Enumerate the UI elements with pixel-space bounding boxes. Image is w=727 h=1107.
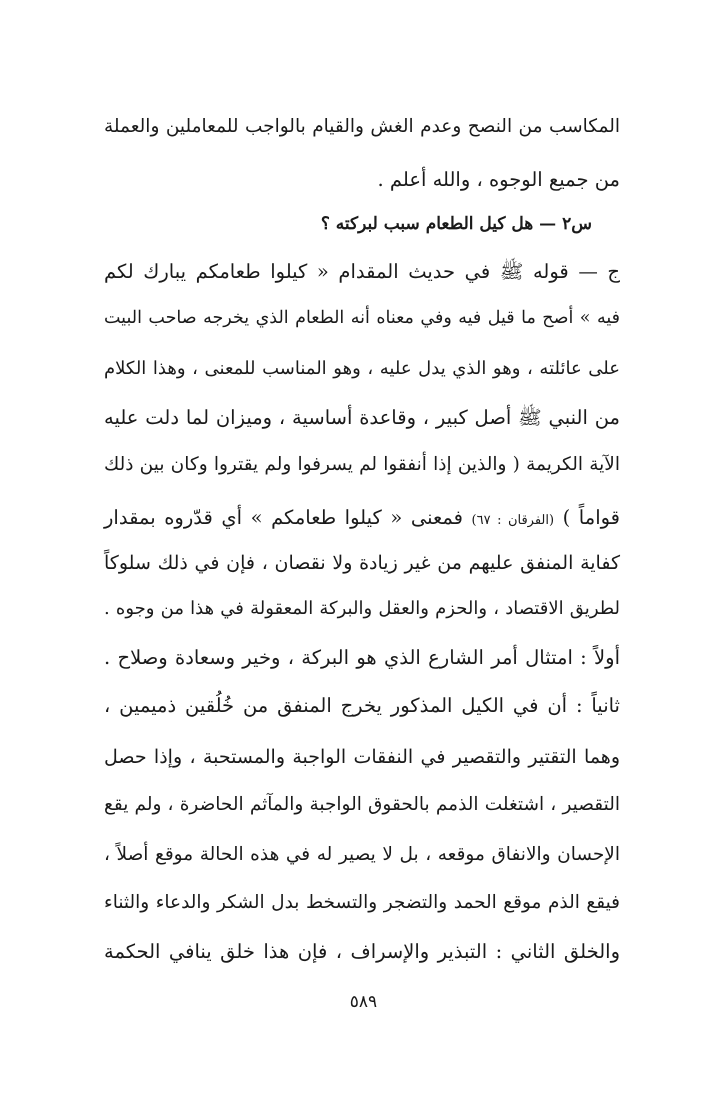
text-line: فيقع الذم موقع الحمد والتضجر والتسخط بدل الشكر والدعاء والثناء	[104, 892, 620, 913]
text-line: الآية الكريمة ( والذين إذا أنفقوا لم يسرفوا ولم يقتروا وكان بين ذلك	[104, 454, 620, 475]
text-line: ج — قوله ﷺ في حديث المقدام « كيلوا طعامكم يبارك لكم	[104, 260, 620, 283]
text-line: وهما التقتير والتقصير في النفقات الواجبة والمستحبة ، وإذا حصل	[104, 746, 620, 768]
verse-explanation: فمعنى « كيلوا طعامكم » أي قدّروه بمقدار	[104, 506, 463, 529]
quran-citation: (الفرقان : ٦٧)	[471, 513, 555, 528]
question-heading: س٢ — هل كيل الطعام سبب لبركته ؟	[320, 214, 592, 234]
text-line: التقصير ، اشتغلت الذمم بالحقوق الواجبة والمآثم الحاضرة ، ولم يقع	[104, 794, 620, 815]
text-line: المكاسب من النصح وعدم الغش والقيام بالواجب للمعاملين والعملة	[104, 116, 620, 137]
text-line: والخلق الثاني : التبذير والإسراف ، فإن هذا خلق ينافي الحكمة	[104, 940, 620, 963]
text-line: على عائلته ، وهو الذي يدل عليه ، وهو المناسب للمعنى ، وهذا الكلام	[104, 358, 620, 379]
verse-end: قواماً )	[562, 506, 621, 529]
page-number: ٥٨٩	[349, 992, 378, 1012]
text-line: فيه » أصح ما قيل فيه وفي معناه أنه الطعام الذي يخرجه صاحب البيت	[104, 308, 620, 328]
text-line: أولاً : امتثال أمر الشارع الذي هو البركة ، وخير وسعادة وصلاح .	[104, 646, 620, 669]
text-line-with-citation	[104, 508, 620, 528]
text-line: من جميع الوجوه ، والله أعلم .	[377, 168, 620, 191]
text-line: كفاية المنفق عليهم من غير زيادة ولا نقصان ، فإن في ذلك سلوكاً	[104, 552, 620, 574]
text-line: لطريق الاقتصاد ، والحزم والعقل والبركة المعقولة في هذا من وجوه .	[104, 598, 620, 619]
text-line: ثانياً : أن في الكيل المذكور يخرج المنفق من خُلُقين ذميمين ،	[104, 694, 620, 717]
text-line: من النبي ﷺ أصل كبير ، وقاعدة أساسية ، وميزان لما دلت عليه	[104, 406, 620, 429]
text-line: الإحسان والانفاق موقعه ، بل لا يصير له في هذه الحالة موقع أصلاً ،	[104, 844, 620, 865]
